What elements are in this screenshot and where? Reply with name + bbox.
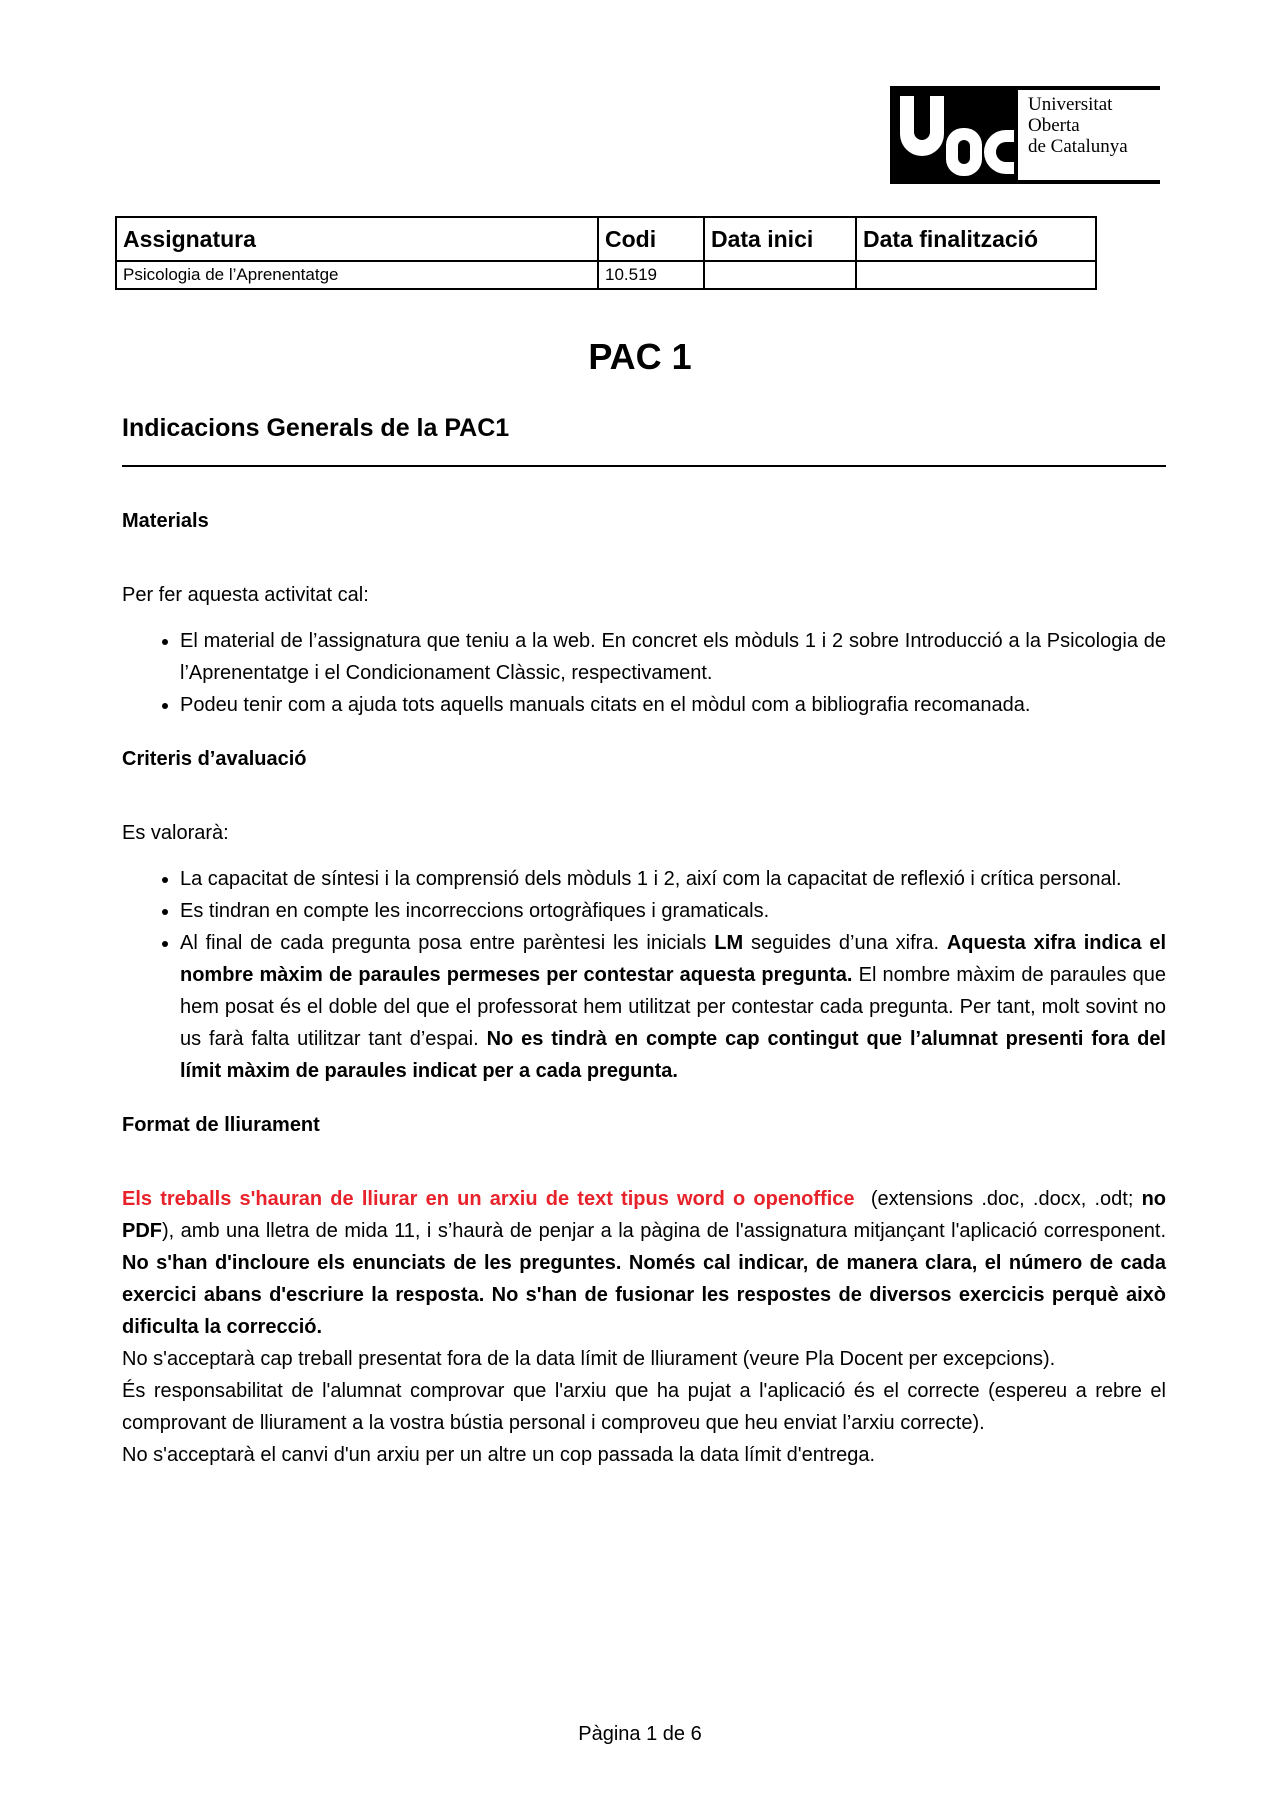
- header-data-finalitzacio: Data finalització: [856, 217, 1096, 261]
- section-title: Indicacions Generals de la PAC1: [122, 414, 510, 442]
- text-run: ), amb una lletra de mida 11, i s’haurà de penjar a la pàgina de l'assignatura mitjançant l'aplicació corresponent.: [162, 1220, 1166, 1242]
- cell-data-finalitzacio: [856, 261, 1096, 289]
- criteria-intro: Es valorarà:: [122, 822, 229, 844]
- divider: [122, 465, 1166, 467]
- header-data-inici: Data inici: [704, 217, 856, 261]
- table-row: [116, 261, 1096, 289]
- format-paragraph: [122, 1183, 1166, 1343]
- criteria-list: [122, 863, 1166, 1087]
- text-run: Al final de cada pregunta posa entre parèntesi les inicials: [180, 932, 715, 954]
- logo-line-3: de Catalunya: [1028, 136, 1128, 157]
- text-run-bold: No s'han d'incloure els enunciats de les preguntes. Només cal indicar, de manera clara, el número de cada exercici abans d'escriure la resposta. No s'han de fusionar les respostes de diversos exercicis perquè això dificulta la correcció.: [122, 1252, 1166, 1338]
- text-run-bold: Aquesta xifra indica el nombre màxim de paraules permeses per contestar aquesta pregunta.: [180, 932, 1167, 986]
- text-run-bold: no PDF: [122, 1188, 1167, 1242]
- format-heading: Format de lliurament: [122, 1114, 320, 1136]
- logo-line-1: Universitat: [1028, 94, 1113, 115]
- text-run: El nombre màxim de paraules que hem posat és el doble del que el professorat hem utilitzat per contestar cada pregunta. Per tant, molt sovint no us farà falta utilitzar tant d’espai.: [180, 964, 1166, 1050]
- materials-heading: Materials: [122, 510, 209, 532]
- header-codi: Codi: [598, 217, 704, 261]
- logo-line-2: Oberta: [1028, 115, 1080, 136]
- logo-rule: [1018, 86, 1160, 90]
- document-body: [122, 505, 1166, 1471]
- materials-list: [122, 625, 1166, 721]
- list-item: • Es tindran en compte les incorreccions ortogràfiques i gramaticals.: [180, 895, 1166, 927]
- text-run: seguides d’una xifra.: [743, 932, 947, 954]
- format-paragraph: No s'acceptarà cap treball presentat fora de la data límit de lliurament (veure Pla Docent per excepcions).: [122, 1348, 1056, 1370]
- logo-rule: [1018, 180, 1160, 184]
- logo-wordmark: [1028, 94, 1128, 157]
- materials-intro: Per fer aquesta activitat cal:: [122, 584, 369, 606]
- uoc-logo-mark: [890, 86, 1018, 184]
- text-run: (extensions .doc, .docx, .odt;: [854, 1188, 1142, 1210]
- text-run-bold: LM: [714, 932, 744, 954]
- table-header-row: [116, 217, 1096, 261]
- format-paragraph: No s'acceptarà el canvi d'un arxiu per un altre un cop passada la data límit d'entrega.: [122, 1444, 876, 1466]
- cell-assignatura: Psicologia de l’Aprenentatge: [116, 261, 598, 289]
- list-item: • Podeu tenir com a ajuda tots aquells manuals citats en el mòdul com a bibliografia recomanada.: [180, 689, 1166, 721]
- page-title: PAC 1: [588, 336, 692, 377]
- cell-data-inici: [704, 261, 856, 289]
- uoc-logo: [890, 86, 1160, 186]
- criteria-heading: Criteris d’avaluació: [122, 748, 307, 770]
- text-run-bold: No es tindrà en compte cap contingut que l’alumnat presenti fora del límit màxim de paraules indicat per a cada pregunta.: [180, 1028, 1166, 1082]
- list-item: • La capacitat de síntesi i la comprensió dels mòduls 1 i 2, així com la capacitat de reflexió i crítica personal.: [180, 863, 1166, 895]
- text-run-red: Els treballs s'hauran de lliurar en un arxiu de text tipus word o openoffice: [122, 1188, 855, 1210]
- cell-codi: 10.519: [598, 261, 704, 289]
- list-item: [180, 927, 1166, 1087]
- list-item: • El material de l’assignatura que teniu a la web. En concret els mòduls 1 i 2 sobre Introducció a la Psicologia de l’Aprenentatge i el Condicionament Clàssic, respectivament.: [180, 625, 1166, 689]
- header-assignatura: Assignatura: [116, 217, 598, 261]
- format-paragraph: És responsabilitat de l'alumnat comprovar que l'arxiu que ha pujat a l'aplicació és el correcte (espereu a rebre el comprovant de lliurament a la vostra bústia personal i comproveu que heu enviat l’arxiu correcte).: [122, 1380, 1166, 1434]
- page-footer: Pàgina 1 de 6: [578, 1723, 702, 1745]
- subject-table: [115, 216, 1097, 290]
